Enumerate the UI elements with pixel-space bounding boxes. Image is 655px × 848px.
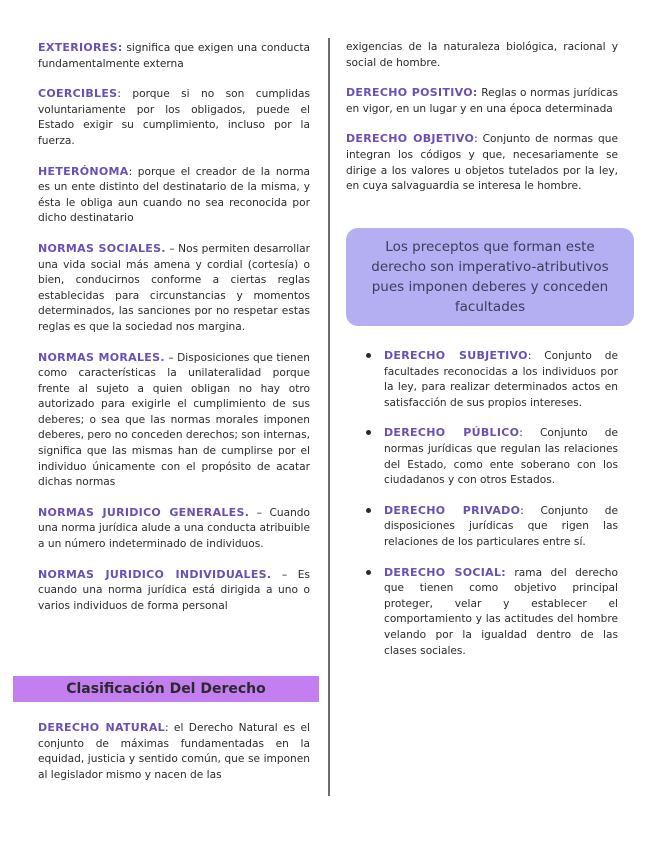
section-heading: Clasificación Del Derecho — [66, 681, 266, 697]
right-column — [346, 40, 618, 209]
bullet-dot-icon — [366, 353, 371, 358]
term-label: DERECHO POSITIVO: — [346, 86, 478, 100]
term-label: NORMAS JURIDICO GENERALES. — [38, 505, 250, 519]
bullet-derecho-subjetivo — [366, 348, 618, 411]
bullet-dot-icon — [366, 508, 371, 513]
left-column — [38, 40, 310, 628]
term-label: EXTERIORES: — [38, 41, 123, 54]
definition-normas-sociales — [38, 241, 310, 336]
definition-normas-individuales — [38, 567, 310, 615]
definition-text: : porque si no son cumplidas voluntariamente por los obligados, puede el Estado exigir su cumplimiento, incluso por la fuerza. — [38, 88, 310, 147]
definition-text: : Conjunto de facultades reconocidas a los individuos por la ley, para realizar determinados actos en satisfacción de sus propios intereses. — [384, 350, 618, 409]
definition-text: : Conjunto de normas que integran los códigos y que, necesariamente se dirige a los valores u objetos tutelados por la ley, en cuya salvaguardia se interesa le hombre. — [346, 133, 618, 193]
bullet-dot-icon — [366, 430, 371, 435]
bullet-derecho-privado — [366, 503, 618, 551]
definition-text: : porque el creador de la norma es un ente distinto del destinatario de la misma, y ésta le obliga aun cuando no sea reconocida por dicho destinatario — [38, 165, 310, 225]
term-label: NORMAS MORALES. — [38, 350, 165, 364]
term-label: DERECHO NATURAL — [38, 721, 165, 734]
definition-text: significa que exigen una conducta fundamentalmente externa — [38, 42, 310, 70]
definition-text: : el Derecho Natural es el conjunto de máximas fundamentadas en la equidad, justicia y sentido común, que se imponen al legislador mismo y nacen de las — [38, 722, 310, 781]
definition-text: : Conjunto de disposiciones jurídicas que rigen las relaciones de los particulares entre sí. — [384, 504, 618, 548]
definition-heteronoma — [38, 164, 310, 227]
bullet-dot-icon — [366, 570, 371, 575]
definition-text: – Cuando una norma jurídica alude a una conducta atribuible a un número indeterminado de individuos. — [38, 506, 310, 551]
definition-coercibles — [38, 86, 310, 149]
bullet-derecho-publico — [366, 425, 618, 488]
definition-text: – Es cuando una norma jurídica está dirigida a uno o varios individuos de forma personal — [38, 568, 310, 612]
definition-text: Reglas o normas jurídicas en vigor, en un lugar y en una época determinada — [346, 87, 618, 115]
continuation-text: exigencias de la naturaleza biológica, racional y social de hombre. — [346, 41, 618, 69]
definition-derecho-objetivo — [346, 131, 618, 194]
section-banner — [13, 676, 319, 702]
natural-law-block — [38, 720, 310, 797]
term-label: DERECHO PRIVADO — [384, 503, 521, 517]
definition-text: : Conjunto de normas jurídicas que regulan las relaciones del Estado, como ente soberano con los ciudadanos y con otros Estados. — [384, 427, 618, 487]
term-label: DERECHO SUBJETIVO — [384, 349, 528, 362]
column-divider — [328, 38, 330, 796]
term-label: NORMAS SOCIALES. — [38, 241, 166, 255]
term-label: DERECHO PÚBLICO — [384, 426, 520, 440]
callout-text: Los preceptos que forman este derecho son imperativo-atributivos pues imponen deberes y conceden facultades — [371, 239, 609, 315]
definition-text: rama del derecho que tienen como objetivo principal proteger, velar y establecer el comportamiento y las actitudes del hombre velando por la igualdad dentro de las clases sociales. — [384, 566, 618, 657]
definition-normas-morales — [38, 350, 310, 491]
term-label: NORMAS JURIDICO INDIVIDUALES. — [38, 567, 272, 581]
definition-derecho-natural — [38, 720, 310, 783]
definition-exteriores — [38, 40, 310, 72]
definition-derecho-positivo — [346, 85, 618, 117]
term-label: DERECHO OBJETIVO — [346, 132, 475, 146]
callout-box — [346, 228, 634, 326]
bullet-list — [366, 348, 618, 673]
term-label: DERECHO SOCIAL: — [384, 565, 506, 579]
definition-normas-generales — [38, 505, 310, 553]
bullet-derecho-social — [366, 565, 618, 660]
definition-text: – Disposiciones que tienen como características la unilateralidad porque frente al sujeto a quien obligan no hay otro autorizado para exigirle el cumplimiento de sus deberes; o sea que las normas morales imponen deberes, pero no conceden derechos; son internas, significa que las mismas han de cumplirse por el individuo únicamente con el propósito de acatar dichas normas — [38, 351, 310, 489]
definition-text: – Nos permiten desarrollar una vida social más amena y cordial (cortesía) o bien, conducirnos conforme a ciertas reglas establecidas para circunstancias y momentos determinados, las sanciones por no respetar estas reglas es que la sociedad nos margina. — [38, 242, 310, 333]
term-label: HETERÓNOMA — [38, 164, 129, 178]
term-label: COERCIBLES — [38, 87, 118, 101]
